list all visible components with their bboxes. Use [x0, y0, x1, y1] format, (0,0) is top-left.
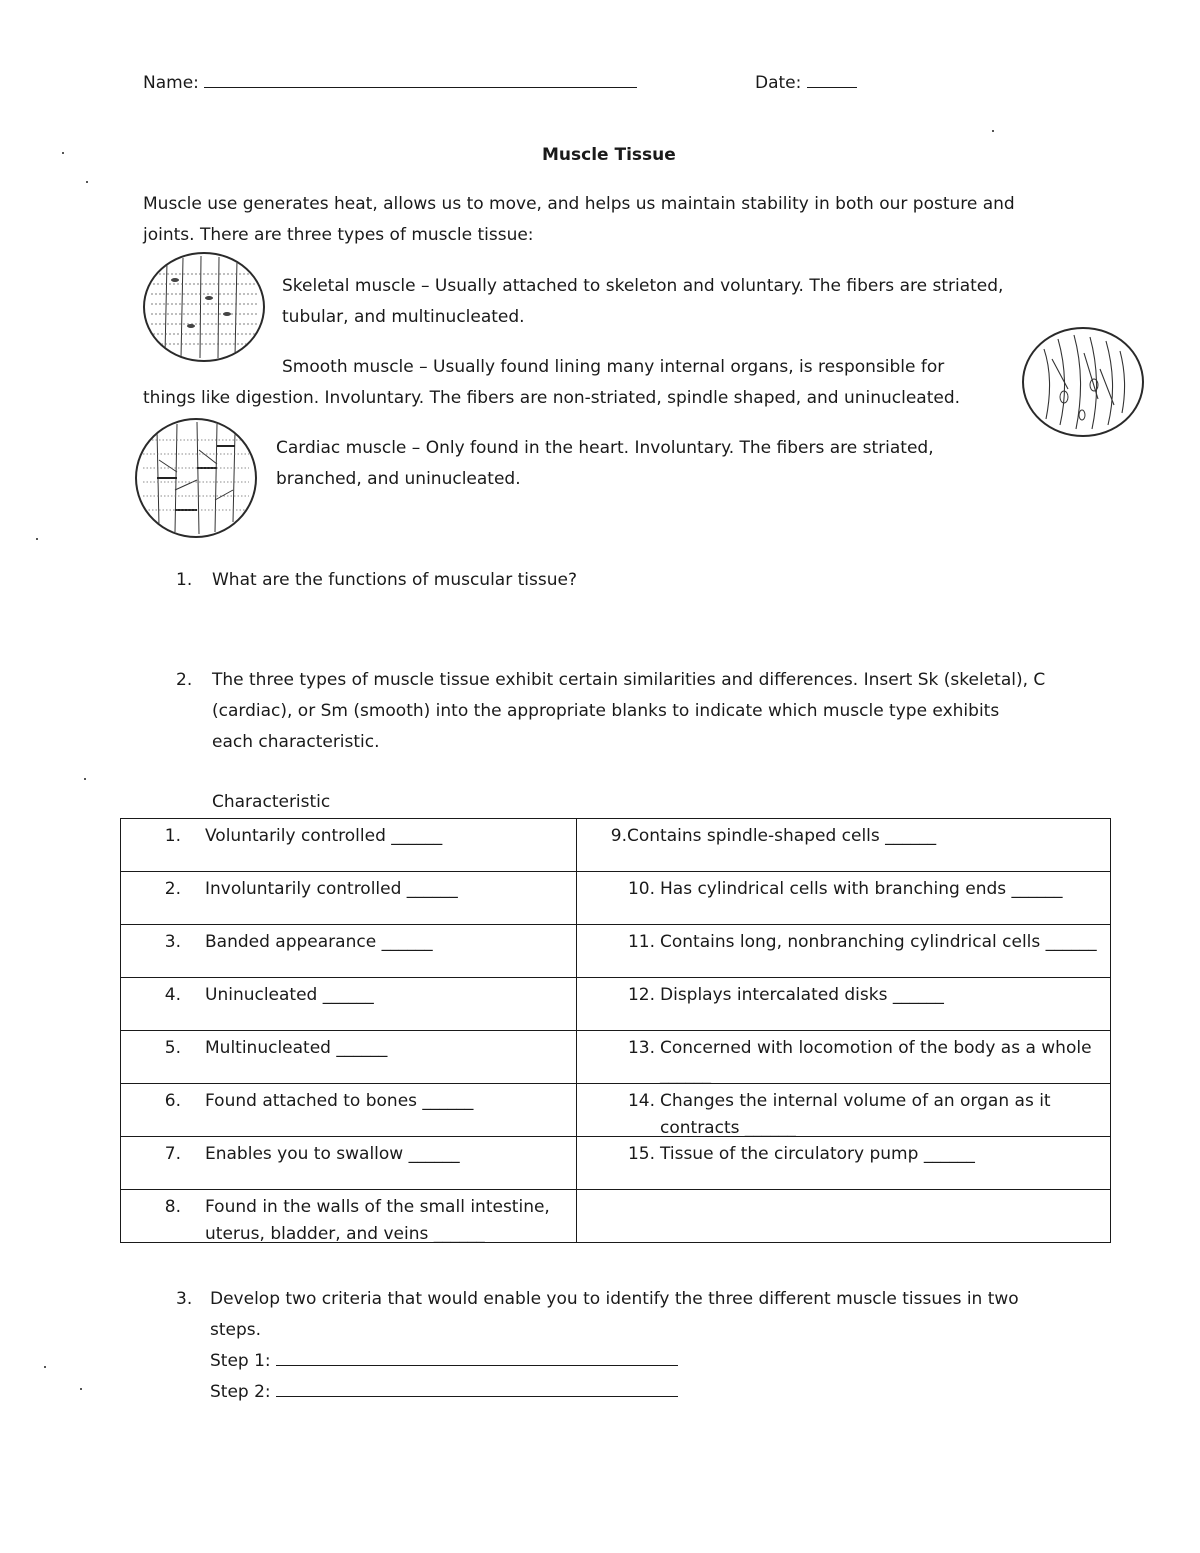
page-title: Muscle Tissue: [542, 145, 676, 165]
characteristic-text: Tissue of the circulatory pump ______: [660, 1144, 975, 1164]
scan-speck: [992, 130, 994, 132]
cardiac-line-1: Cardiac muscle – Only found in the heart. Involuntary. The fibers are striated,: [276, 438, 934, 458]
characteristic-cell-left[interactable]: [121, 872, 577, 925]
scan-speck: [84, 778, 86, 780]
characteristic-text: Concerned with locomotion of the body as a whole ______: [660, 1038, 1092, 1085]
characteristic-number: 6.: [164, 1091, 181, 1111]
characteristic-cell-right[interactable]: [577, 1031, 1111, 1084]
characteristic-text: Involuntarily controlled ______: [205, 879, 458, 899]
table-row: [121, 1084, 1111, 1137]
characteristic-text: Uninucleated ______: [205, 985, 374, 1005]
intro-line-2: joints. There are three types of muscle tissue:: [143, 225, 534, 245]
characteristic-text: Contains long, nonbranching cylindrical cells ______: [660, 932, 1097, 952]
scan-speck: [80, 1388, 82, 1390]
characteristic-text: Banded appearance ______: [205, 932, 433, 952]
characteristic-text: Voluntarily controlled ______: [205, 826, 443, 846]
cardiac-muscle-image: [135, 418, 257, 538]
step-2-blank[interactable]: [276, 1396, 678, 1397]
characteristic-number: 3.: [164, 932, 181, 952]
characteristic-cell-left[interactable]: [121, 1084, 577, 1137]
step-2-label: Step 2:: [210, 1382, 271, 1402]
characteristic-number: 12.: [627, 985, 655, 1005]
characteristic-cell-right[interactable]: [577, 1137, 1111, 1190]
characteristic-cell-left[interactable]: [121, 819, 577, 872]
scan-speck: [44, 1366, 46, 1368]
question-2-line-1: The three types of muscle tissue exhibit certain similarities and differences. Insert Sk (skeletal), C: [212, 670, 1046, 690]
characteristic-text: Found attached to bones ______: [205, 1091, 474, 1111]
characteristic-number: 9.: [610, 826, 627, 846]
characteristic-text: Displays intercalated disks ______: [660, 985, 944, 1005]
question-1-text: What are the functions of muscular tissue?: [212, 570, 577, 590]
question-2-line-2: (cardiac), or Sm (smooth) into the appropriate blanks to indicate which muscle type exhibits: [212, 701, 1000, 721]
characteristic-number: 11.: [627, 932, 655, 952]
table-row: [121, 925, 1111, 978]
characteristic-cell-right[interactable]: [577, 925, 1111, 978]
characteristic-cell-left[interactable]: [121, 925, 577, 978]
step-1-field[interactable]: [210, 1346, 1019, 1377]
characteristic-number: 5.: [164, 1038, 181, 1058]
characteristic-cell-left[interactable]: [121, 1137, 577, 1190]
step-2-field[interactable]: [210, 1377, 1019, 1408]
skeletal-muscle-image: [143, 252, 265, 362]
question-1: [176, 570, 577, 590]
characteristic-number: 8.: [164, 1197, 181, 1217]
characteristic-cell-right[interactable]: [577, 1190, 1111, 1243]
characteristic-cell-right[interactable]: [577, 978, 1111, 1031]
date-label: Date:: [755, 73, 802, 93]
table-row: [121, 1137, 1111, 1190]
intro-line-1: Muscle use generates heat, allows us to move, and helps us maintain stability in both our posture and: [143, 194, 1015, 214]
table-row: [121, 1031, 1111, 1084]
characteristic-cell-left[interactable]: [121, 1190, 577, 1243]
question-2: [176, 665, 1046, 752]
table-row: [121, 872, 1111, 925]
characteristic-cell-right[interactable]: [577, 872, 1111, 925]
characteristic-text: Has cylindrical cells with branching ends ______: [660, 879, 1063, 899]
characteristic-cell-right[interactable]: [577, 1084, 1111, 1137]
skeletal-line-2: tubular, and multinucleated.: [282, 307, 525, 327]
name-blank[interactable]: [204, 87, 637, 88]
characteristic-text: Contains spindle-shaped cells ______: [627, 826, 937, 846]
characteristic-number: 1.: [164, 826, 181, 846]
table-heading: Characteristic: [212, 792, 331, 812]
characteristic-number: 2.: [164, 879, 181, 899]
characteristic-cell-right[interactable]: [577, 819, 1111, 872]
intro-paragraph: [143, 189, 1015, 251]
characteristic-number: 13.: [627, 1038, 655, 1058]
question-3-number: 3.: [176, 1289, 193, 1309]
characteristic-cell-left[interactable]: [121, 978, 577, 1031]
skeletal-paragraph: [282, 271, 1003, 333]
characteristic-text: Enables you to swallow ______: [205, 1144, 460, 1164]
cardiac-paragraph: [276, 433, 934, 495]
characteristic-text: Multinucleated ______: [205, 1038, 388, 1058]
characteristic-number: 14.: [627, 1091, 655, 1111]
cardiac-line-2: branched, and uninucleated.: [276, 469, 521, 489]
characteristic-number: 15.: [627, 1144, 655, 1164]
smooth-line-1: Smooth muscle – Usually found lining many internal organs, is responsible for: [282, 357, 945, 377]
characteristic-table: [120, 818, 1111, 1243]
scan-speck: [36, 538, 38, 540]
date-blank[interactable]: [807, 87, 857, 88]
step-1-label: Step 1:: [210, 1351, 271, 1371]
smooth-muscle-image: [1022, 327, 1144, 437]
step-1-blank[interactable]: [276, 1365, 678, 1366]
question-2-line-3: each characteristic.: [212, 732, 380, 752]
characteristic-text: Found in the walls of the small intestine, uterus, bladder, and veins ______: [205, 1197, 550, 1244]
table-row: [121, 1190, 1111, 1243]
question-3-line-1: Develop two criteria that would enable you to identify the three different muscle tissues in two: [210, 1289, 1019, 1309]
scan-speck: [62, 152, 64, 154]
name-label: Name:: [143, 73, 199, 93]
question-3: [176, 1284, 1019, 1402]
table-row: [121, 978, 1111, 1031]
scan-speck: [86, 181, 88, 183]
characteristic-text: Changes the internal volume of an organ as it contracts ______: [660, 1091, 1051, 1138]
table-row: [121, 819, 1111, 872]
characteristic-number: 10.: [627, 879, 655, 899]
characteristic-number: 7.: [164, 1144, 181, 1164]
question-1-number: 1.: [176, 570, 193, 590]
smooth-line-2: things like digestion. Involuntary. The fibers are non-striated, spindle shaped, and uninucleated.: [143, 388, 961, 408]
date-field[interactable]: [755, 73, 857, 93]
name-field[interactable]: [143, 73, 637, 93]
question-2-number: 2.: [176, 670, 193, 690]
question-3-line-2: steps.: [210, 1320, 262, 1340]
characteristic-number: 4.: [164, 985, 181, 1005]
characteristic-cell-left[interactable]: [121, 1031, 577, 1084]
skeletal-line-1: Skeletal muscle – Usually attached to skeleton and voluntary. The fibers are striated,: [282, 276, 1004, 296]
